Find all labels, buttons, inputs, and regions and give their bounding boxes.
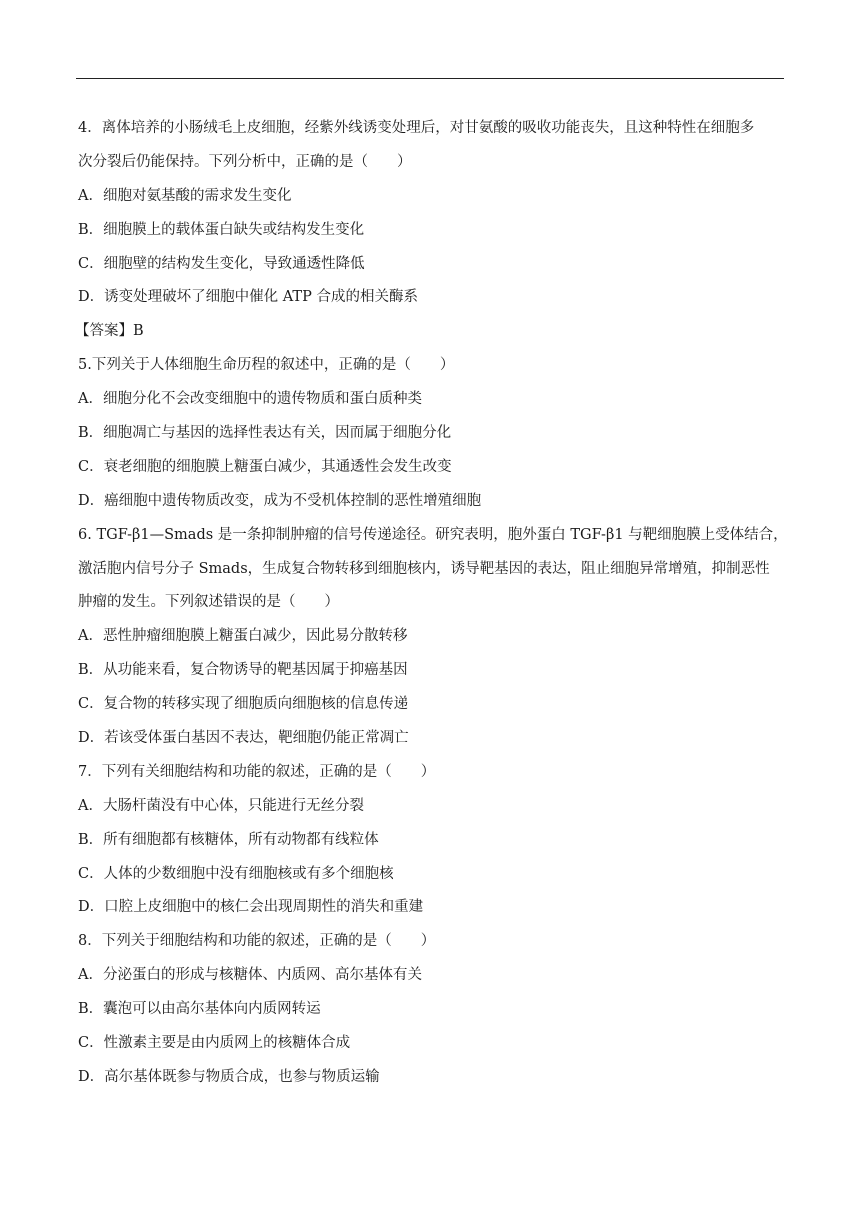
option-a: A．分泌蛋白的形成与核糖体、内质网、高尔基体有关 <box>78 967 422 984</box>
option-b: B．所有细胞都有核糖体，所有动物都有线粒体 <box>78 831 379 848</box>
option-c: C．复合物的转移实现了细胞质向细胞核的信息传递 <box>78 696 409 713</box>
question-stem-line: 4．离体培养的小肠绒毛上皮细胞，经紫外线诱变处理后，对甘氨酸的吸收功能丧失，且这种特性在细胞多 <box>78 120 755 136</box>
question-stem-line: 肿瘤的发生。下列叙述错误的是（ ） <box>78 594 339 611</box>
option-d: D．高尔基体既参与物质合成，也参与物质运输 <box>78 1068 380 1085</box>
question-8 <box>78 925 786 1094</box>
option-c: C．性激素主要是由内质网上的核糖体合成 <box>78 1035 351 1052</box>
question-stem-line: 激活胞内信号分子 Smads，生成复合物转移到细胞核内，诱导靶基因的表达，阻止细胞异常增殖，抑制恶性 <box>78 560 770 577</box>
option-c: C．衰老细胞的细胞膜上糖蛋白减少，其通透性会发生改变 <box>78 458 452 475</box>
question-5 <box>78 349 786 518</box>
question-7 <box>78 756 786 925</box>
option-c: C．人体的少数细胞中没有细胞核或有多个细胞核 <box>78 865 394 882</box>
question-stem-line: 7．下列有关细胞结构和功能的叙述，正确的是（ ） <box>78 763 436 780</box>
question-stem-line: 8．下列关于细胞结构和功能的叙述，正确的是（ ） <box>78 933 436 950</box>
option-d: D．诱变处理破坏了细胞中催化 ATP 合成的相关酶系 <box>78 289 418 306</box>
question-4 <box>75 112 786 349</box>
question-6 <box>78 519 786 756</box>
option-b: B．细胞膜上的载体蛋白缺失或结构发生变化 <box>78 221 365 238</box>
option-a: A．细胞分化不会改变细胞中的遗传物质和蛋白质种类 <box>78 391 422 408</box>
answer-label: 【答案】B <box>75 323 144 340</box>
question-stem-line: 6. TGF-β1—Smads 是一条抑制肿瘤的信号传递途径。研究表明，胞外蛋白 TGF-β1 与靶细胞膜上受体结合， <box>78 526 788 543</box>
option-d: D．口腔上皮细胞中的核仁会出现周期性的消失和重建 <box>78 899 424 916</box>
option-d: D．若该受体蛋白基因不表达，靶细胞仍能正常凋亡 <box>78 730 409 747</box>
option-d: D．癌细胞中遗传物质改变，成为不受机体控制的恶性增殖细胞 <box>78 492 482 509</box>
document-body <box>75 112 788 1095</box>
question-stem-line: 5.下列关于人体细胞生命历程的叙述中，正确的是（ ） <box>78 357 455 374</box>
header-rule <box>76 78 784 79</box>
option-b: B．从功能来看，复合物诱导的靶基因属于抑癌基因 <box>78 662 408 679</box>
option-c: C．细胞壁的结构发生变化，导致通透性降低 <box>78 255 365 272</box>
question-stem-line: 次分裂后仍能保持。下列分析中，正确的是（ ） <box>78 153 412 170</box>
option-b: B．细胞凋亡与基因的选择性表达有关，因而属于细胞分化 <box>78 425 452 442</box>
option-a: A．大肠杆菌没有中心体，只能进行无丝分裂 <box>78 797 364 814</box>
option-a: A．恶性肿瘤细胞膜上糖蛋白减少，因此易分散转移 <box>78 628 408 645</box>
option-b: B．囊泡可以由高尔基体向内质网转运 <box>78 1001 321 1018</box>
option-a: A．细胞对氨基酸的需求发生变化 <box>78 187 292 204</box>
